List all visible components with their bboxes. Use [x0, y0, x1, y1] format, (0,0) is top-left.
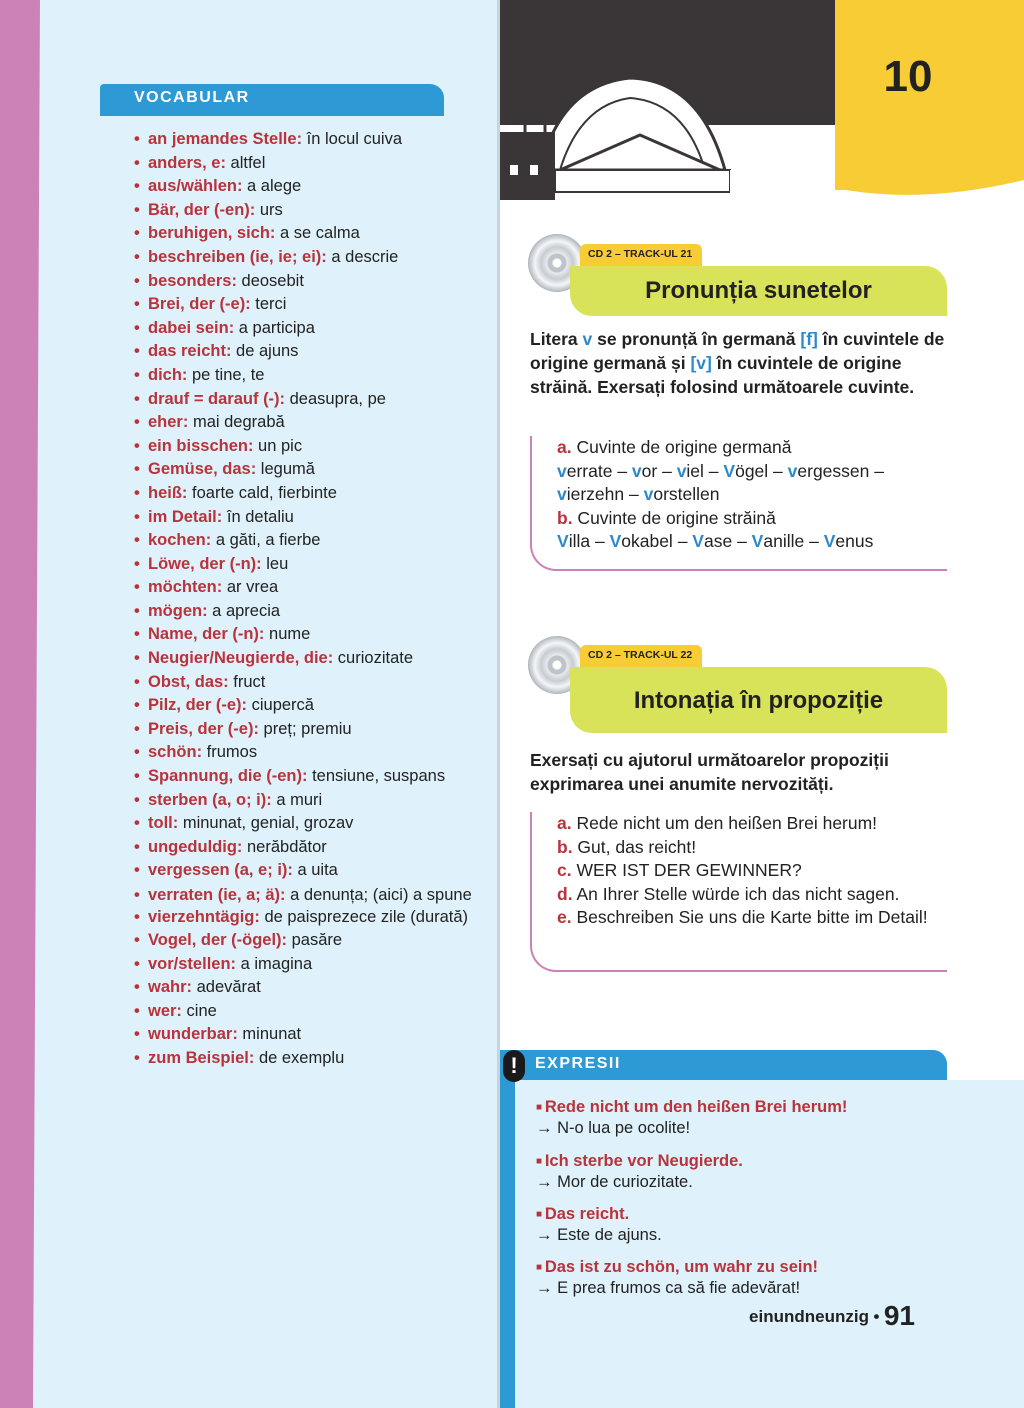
vocab-item	[134, 623, 484, 647]
exercise-a-text: Cuvinte de origine germană	[571, 437, 792, 457]
word-rest: ase	[703, 531, 733, 552]
sentence-label: c.	[557, 860, 572, 881]
expression-romanian: → Este de ajuns.	[536, 1225, 956, 1246]
vocab-term: schön:	[148, 743, 203, 762]
word-separator: –	[590, 531, 610, 552]
vocab-term: besonders:	[148, 271, 237, 290]
expression-item	[536, 1151, 956, 1193]
sentence-text: Beschreiben Sie uns die Karte bitte im Detail!	[571, 907, 928, 928]
vocab-item	[134, 270, 484, 294]
vocab-item	[134, 340, 484, 364]
page-number-word: einundneunzig	[749, 1307, 869, 1326]
vocab-definition: a găti, a fierbe	[211, 531, 321, 550]
vocab-definition: a denunța; (aici) a spune	[285, 886, 472, 904]
vocab-item	[134, 765, 484, 789]
intonation-sentence	[557, 883, 937, 907]
vocab-term: eher:	[148, 413, 189, 432]
word-rest: iel	[686, 460, 704, 481]
word-separator: –	[672, 531, 693, 552]
word-rest: ierzehn	[566, 484, 625, 505]
instr-text-3: în cuvintele de origine germană și	[530, 329, 945, 373]
exercise-b-label: b.	[557, 507, 573, 528]
intonation-exercise-box	[530, 812, 947, 972]
practice-word	[788, 461, 870, 481]
sentence-label: a.	[557, 813, 572, 833]
exercise-b-text: Cuvinte de origine străină	[572, 507, 776, 528]
vocabulary-header	[100, 84, 444, 114]
vocab-term: wer:	[148, 1001, 182, 1020]
vocab-item	[134, 458, 484, 482]
track-label-21: CD 2 – TRACK-UL 21	[580, 244, 702, 266]
word-separator: –	[624, 484, 644, 505]
vocab-item	[134, 671, 484, 695]
vocab-term: beruhigen, sich:	[148, 224, 276, 243]
vocab-definition: nerăbdător	[242, 837, 327, 856]
expression-item	[536, 1257, 956, 1299]
vocab-definition: frumos	[202, 743, 258, 762]
word-initial-v: v	[787, 460, 798, 481]
vocab-definition: în locul cuiva	[302, 130, 403, 148]
word-initial-v: V	[723, 460, 736, 481]
intonation-sentence	[557, 906, 937, 930]
vocab-term: drauf = darauf (-):	[148, 389, 286, 408]
sentence-label: b.	[557, 836, 573, 857]
german-words-list	[557, 460, 927, 507]
vocab-definition: deosebit	[236, 271, 304, 290]
vocab-definition: a uita	[292, 861, 338, 880]
instr-sound-f: [f]	[800, 329, 818, 349]
vocab-definition: curiozitate	[333, 649, 414, 668]
vocab-definition: fruct	[228, 672, 266, 691]
vocab-term: Neugier/Neugierde, die:	[148, 649, 334, 668]
word-separator: –	[768, 460, 788, 481]
intonation-sentence	[557, 836, 937, 860]
word-rest: ögel	[735, 460, 769, 481]
expression-german: ■ Das ist zu schön, um wahr zu sein!	[536, 1257, 956, 1278]
vocab-item	[134, 694, 484, 718]
vocab-item	[134, 222, 484, 246]
vocab-item	[134, 886, 484, 905]
vocab-term: zum Beispiel:	[148, 1048, 255, 1067]
vocab-term: vergessen (a, e; i):	[148, 861, 293, 880]
vocab-definition: un pic	[253, 436, 303, 455]
vocab-term: Name, der (-n):	[148, 625, 265, 644]
word-rest: ergessen	[797, 460, 870, 481]
vocab-item	[134, 482, 484, 506]
pronunciation-exercise-box	[530, 436, 947, 571]
practice-word	[632, 461, 657, 481]
vocab-term: vierzehntägig:	[148, 908, 260, 926]
vocab-term: wahr:	[148, 978, 193, 997]
vocab-definition: altfel	[225, 153, 266, 172]
vocab-term: Spannung, die (-en):	[148, 767, 308, 786]
pronunciation-instructions	[530, 327, 950, 399]
instr-text-4: în cuvintele de origine străină. Exersați folosind următoarele cuvinte.	[530, 353, 915, 397]
vocab-item	[134, 364, 484, 388]
vocab-term: toll:	[148, 814, 179, 833]
intonation-sentences	[557, 812, 937, 930]
vocab-term: Obst, das:	[148, 672, 229, 691]
expression-item	[536, 1204, 956, 1246]
vocab-term: beschreiben (ie, ie; ei):	[148, 247, 327, 266]
vocab-item	[134, 576, 484, 600]
instr-letter-v: v	[582, 329, 593, 349]
vocab-item	[134, 199, 484, 223]
vocab-definition: a descrie	[326, 247, 399, 266]
vocab-item	[134, 953, 484, 977]
vocab-item	[134, 929, 484, 953]
vocab-item	[134, 529, 484, 553]
sentence-label: d.	[557, 883, 573, 904]
vocab-item	[134, 1023, 484, 1047]
vocab-term: ungeduldig:	[148, 837, 243, 856]
sentence-text: WER IST DER GEWINNER?	[571, 860, 802, 881]
vocab-term: kochen:	[148, 531, 212, 550]
expression-item	[536, 1097, 956, 1139]
word-initial-v: V	[692, 531, 704, 552]
exercise-b-heading	[557, 507, 947, 531]
vocab-definition: urs	[255, 200, 283, 219]
vocab-definition: a participa	[234, 318, 315, 337]
word-initial-v: v	[676, 460, 687, 481]
vocab-term: Brei, der (-e):	[148, 295, 251, 314]
vocab-item	[134, 859, 484, 883]
word-separator: –	[869, 460, 884, 481]
practice-word	[677, 461, 704, 481]
vocab-definition: a se calma	[275, 224, 360, 243]
vocab-definition: pe tine, te	[187, 365, 265, 384]
practice-word	[752, 531, 805, 551]
instr-text-1: Litera	[530, 329, 583, 349]
intonation-sentence	[557, 859, 937, 883]
vocab-item	[134, 812, 484, 836]
vocab-item	[134, 647, 484, 671]
vocab-definition: legumă	[256, 460, 315, 479]
vocab-definition: nume	[264, 625, 311, 644]
word-separator: –	[657, 460, 677, 481]
track-label-22: CD 2 – TRACK-UL 22	[580, 645, 702, 667]
expressions-title: EXPRESII	[535, 1055, 621, 1072]
vocab-definition: de exemplu	[254, 1048, 345, 1067]
word-initial-v: V	[609, 531, 622, 552]
vocab-item	[134, 128, 484, 152]
vocab-item	[134, 317, 484, 341]
foreign-words-list	[557, 530, 947, 554]
practice-word	[644, 484, 720, 504]
vocab-term: verraten (ie, a; ä):	[148, 886, 286, 904]
vocab-term: aus/wählen:	[148, 177, 243, 196]
chapter-number: 10	[883, 52, 933, 101]
vocab-item	[134, 908, 484, 927]
practice-word	[824, 531, 874, 551]
word-initial-v: V	[557, 531, 569, 552]
vocab-term: das reicht:	[148, 342, 232, 361]
sentence-text: An Ihrer Stelle würde ich das nicht sagen.	[572, 883, 900, 904]
vocab-definition: minunat, genial, grozav	[178, 814, 354, 833]
expression-german: ■ Rede nicht um den heißen Brei herum!	[536, 1097, 956, 1118]
footer-bullet: •	[873, 1307, 880, 1326]
vocab-definition: în detaliu	[222, 507, 294, 526]
vocab-term: Löwe, der (-n):	[148, 554, 262, 573]
vocab-item	[134, 246, 484, 270]
vocab-term: dich:	[148, 365, 188, 384]
vocab-item	[134, 1047, 484, 1071]
vocab-term: mögen:	[148, 601, 208, 620]
vocab-definition: a imagina	[236, 954, 313, 973]
practice-word	[557, 531, 590, 551]
sentence-text: Rede nicht um den heißen Brei herum!	[571, 813, 878, 833]
word-initial-v: V	[751, 531, 764, 552]
vocab-item	[134, 435, 484, 459]
vocab-definition: adevărat	[192, 978, 261, 997]
vocab-term: dabei sein:	[148, 318, 235, 337]
vocab-definition: pasăre	[287, 931, 343, 949]
expression-romanian: → Mor de curiozitate.	[536, 1172, 956, 1193]
vocab-definition: ar vrea	[222, 578, 279, 597]
vocabulary-header-line	[100, 114, 444, 116]
practice-word	[557, 461, 612, 481]
vocab-item	[134, 175, 484, 199]
intonation-sentence	[557, 812, 937, 836]
vocab-definition: minunat	[237, 1025, 302, 1044]
word-rest: okabel	[621, 531, 673, 552]
word-initial-v: V	[823, 531, 836, 552]
word-separator: –	[804, 531, 824, 552]
word-initial-v: v	[557, 460, 567, 481]
word-separator: –	[612, 460, 632, 481]
practice-word	[557, 484, 624, 504]
vocab-definition: preț; premiu	[258, 719, 352, 738]
vocab-term: Vogel, der (-ögel):	[148, 931, 288, 949]
word-rest: enus	[835, 531, 874, 552]
expression-german: ■ Ich sterbe vor Neugierde.	[536, 1151, 956, 1172]
word-initial-v: v	[631, 460, 642, 481]
vocab-definition: terci	[250, 295, 287, 314]
vocab-item	[134, 152, 484, 176]
vocab-definition: tensiune, suspans	[307, 767, 446, 786]
vocab-definition: a aprecia	[207, 601, 281, 620]
instr-text-2: se pronunță în germană	[592, 329, 801, 349]
vocab-term: wunderbar:	[148, 1025, 238, 1044]
vocab-term: vor/stellen:	[148, 954, 237, 973]
word-rest: errate	[566, 460, 613, 481]
vocab-definition: foarte cald, fierbinte	[187, 483, 337, 502]
page-footer	[690, 1300, 915, 1332]
vocab-definition: deasupra, pe	[285, 389, 386, 408]
vocab-term: Preis, der (-e):	[148, 719, 259, 738]
vocab-term: sterben (a, o; i):	[148, 790, 272, 809]
pronunciation-title: Pronunția sunetelor	[645, 277, 872, 304]
exercise-a-label: a.	[557, 437, 572, 457]
vocab-definition: cine	[181, 1001, 217, 1020]
vocab-item	[134, 741, 484, 765]
vocabulary-list	[134, 128, 484, 1071]
sentence-label: e.	[557, 907, 572, 928]
vocab-definition: ciupercă	[247, 696, 314, 715]
exercise-a-heading	[557, 436, 947, 460]
practice-word	[610, 531, 673, 551]
vocab-definition: a alege	[242, 177, 302, 196]
vocab-item	[134, 600, 484, 624]
vocab-item	[134, 976, 484, 1000]
vocab-item	[134, 553, 484, 577]
vocab-definition: a muri	[271, 790, 323, 809]
expression-german: ■ Das reicht.	[536, 1204, 956, 1225]
instr-sound-v: [v]	[690, 353, 712, 373]
vocab-definition: de ajuns	[231, 342, 299, 361]
vocab-item	[134, 506, 484, 530]
word-initial-v: v	[643, 484, 654, 505]
word-separator: –	[732, 531, 752, 552]
page-number: 91	[883, 1300, 915, 1331]
word-rest: or	[641, 460, 658, 481]
expression-romanian: → E prea frumos ca să fie adevărat!	[536, 1278, 956, 1299]
practice-word	[692, 531, 732, 551]
church-dome-illustration	[500, 60, 835, 200]
vocab-term: ein bisschen:	[148, 436, 254, 455]
vocab-term: an jemandes Stelle:	[148, 130, 303, 148]
pronunciation-title-box	[570, 266, 947, 316]
vocabulary-title: VOCABULAR	[134, 89, 250, 106]
vocab-item	[134, 789, 484, 813]
expressions-header	[500, 1050, 947, 1080]
page-edge-shape	[0, 0, 40, 1408]
expressions-left-bar	[500, 1050, 515, 1408]
vocab-term: im Detail:	[148, 507, 223, 526]
intonation-title: Intonația în propoziție	[633, 687, 884, 714]
vocab-term: heiß:	[148, 483, 188, 502]
word-separator: –	[703, 460, 724, 481]
word-rest: illa	[568, 531, 591, 552]
word-rest: orstellen	[653, 484, 720, 505]
sentence-text: Gut, das reicht!	[572, 836, 697, 857]
vocab-item	[134, 1000, 484, 1024]
intonation-instructions: Exersați cu ajutorul următoarelor propoziții exprimarea unei anumite nervozități.	[530, 750, 889, 794]
vocab-term: Gemüse, das:	[148, 460, 257, 479]
vocab-item	[134, 836, 484, 860]
word-rest: anille	[763, 531, 805, 552]
vocab-item	[134, 718, 484, 742]
vocab-term: anders, e:	[148, 153, 226, 172]
vocab-item	[134, 388, 484, 412]
vocab-item	[134, 411, 484, 435]
word-initial-v: v	[557, 484, 567, 505]
exclamation-icon: !	[503, 1050, 525, 1082]
vocab-term: Pilz, der (-e):	[148, 696, 248, 715]
vocab-item	[134, 293, 484, 317]
vocab-definition: leu	[261, 554, 289, 573]
vocab-definition: de paisprezece zile (durată)	[259, 908, 469, 926]
intonation-title-box	[570, 667, 947, 733]
vocab-definition: mai degrabă	[188, 413, 285, 432]
vocab-term: Bär, der (-en):	[148, 200, 256, 219]
vocab-term: möchten:	[148, 578, 223, 597]
expression-romanian: → N-o lua pe ocolite!	[536, 1118, 956, 1139]
practice-word	[723, 461, 768, 481]
